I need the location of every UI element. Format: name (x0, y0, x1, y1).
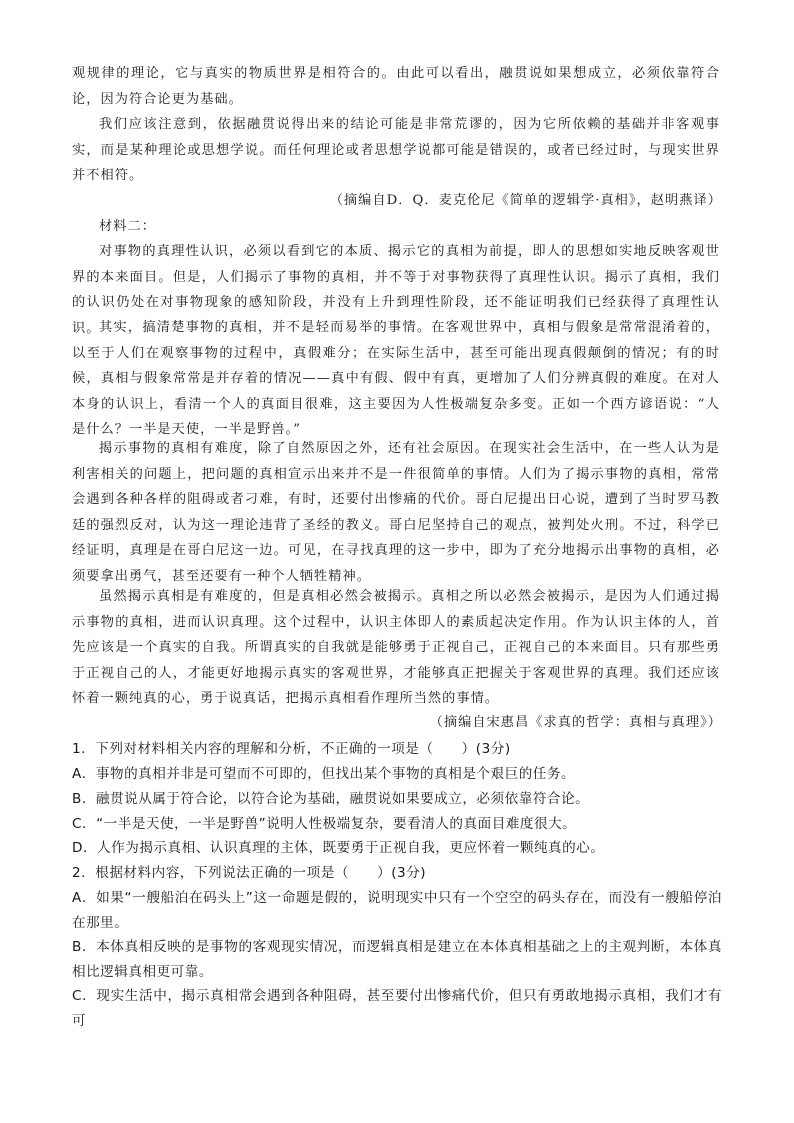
question-1-option-d: D．人作为揭示真相、认识真理的主体，既要勇于正视自我，更应怀着一颗纯真的心。 (72, 840, 605, 856)
question-2-option-a: A．如果“一艘船泊在码头上”这一命题是假的，说明现实中只有一个空空的码头存在，而没有一艘船停泊在那里。 (72, 890, 722, 931)
material1-paragraph-1: 观规律的理论，它与真实的物质世界是相符合的。由此可以看出，融贯说如果想成立，必须依靠符合论，因为符合论更为基础。 (72, 66, 720, 107)
question-1-option-b: B．融贯说从属于符合论，以符合论为基础，融贯说如果要成立，必须依靠符合论。 (72, 791, 590, 807)
question-1-stem: 1．下列对材料相关内容的理解和分析，不正确的一项是（ ）(3分) (72, 741, 511, 757)
material2-paragraph-2: 其实，搞清楚事物的真相，并不是轻而易举的事情。在客观世界中，真相与假象是常常混淆着的，以至于人们在观察事物的过程中，真假难分；在实际生活中，甚至可能出现真假颠倒的情况；有的时候，真相与假象常常是并存着的情况——真中有假、假中有真，更增加了人们分辨真假的难度。在对人本身的认识上，看清一个人的真面目很难，这主要因为人性极端复杂多变。正如一个西方谚语说：“人是什么？一半是天使，一半是野兽。” (72, 320, 720, 437)
question-2-option-b: B．本体真相反映的是事物的客观现实情况，而逻辑真相是建立在本体真相基础之上的主观判断，本体真相比逻辑真相更可靠。 (72, 939, 722, 980)
material2-source: （摘编自宋惠昌《求真的哲学：真相与真理》） (429, 715, 722, 730)
material2-paragraph-1: 对事物的真理性认识，必须以看到它的本质、揭示它的真相为前提，即人的思想如实地反映客观世界的本来面目。但是，人们揭示了事物的真相，并不等于对事物获得了真理性认识。揭示了真相，我们的认识仍处在对事物现象的感知阶段，并没有上升到理性阶段，还不能证明我们已经获得了真理性认识。 (72, 244, 720, 336)
material1-source: （摘编自D．Q．麦克伦尼《简单的逻辑学·真相》，赵明燕译） (329, 193, 722, 208)
question-1-option-a: A．事物的真相并非是可望而不可即的，但找出某个事物的真相是个艰巨的任务。 (72, 766, 576, 782)
question-1-option-c: C．“一半是天使，一半是野兽”说明人性极端复杂，要看清人的真面目难度很大。 (72, 816, 577, 832)
material2-heading: 材料二： (99, 219, 156, 234)
material2-paragraph-3: 揭示事物的真相有难度，除了自然原因之外，还有社会原因。在现实社会生活中，在一些人认为是利害相关的问题上，把问题的真相宣示出来并不是一件很简单的事情。人们为了揭示事物的真相，常常会遇到各种各样的阻碍或者刁难，有时，还要付出惨痛的代价。哥白尼提出日心说，遭到了当时罗马教廷的强烈反对，认为这一理论违背了圣经的教义。哥白尼坚持自己的观点，被判处火刑。不过，科学已经证明，真理是在哥白尼这一边。可见，在寻找真理的这一步中，即为了充分地揭示出事物的真相，必须要拿出勇气，甚至还要有一种个人牺牲精神。 (72, 441, 720, 584)
material2-paragraph-4: 虽然揭示真相是有难度的，但是真相必然会被揭示。真相之所以必然会被揭示，是因为人们通过揭示事物的真相，进而认识真理。这个过程中，认识主体即人的素质起决定作用。作为认识主体的人，首先应该是一个真实的自我。所谓真实的自我就是能够勇于正视自己，正视自己的本来面目。只有那些勇于正视自己的人，才能更好地揭示真实的客观世界，才能够真正把握关于客观世界的真理。我们还应该怀着一颗纯真的心，勇于说真话，把揭示真相看作理所当然的事情。 (72, 589, 720, 706)
material1-paragraph-2: 我们应该注意到，依据融贯说得出来的结论可能是非常荒谬的，因为它所依赖的基础并非客观事实，而是某种理论或思想学说。而任何理论或者思想学说都可能是错误的，或者已经过时，与现实世界并不相符。 (72, 117, 720, 183)
question-2-option-c: C．现实生活中，揭示真相常会遇到各种阻碍，甚至要付出惨痛代价，但只有勇敢地揭示真相，我们才有可 (72, 988, 722, 1029)
question-2-stem: 2．根据材料内容，下列说法正确的一项是（ ）(3分) (72, 865, 427, 881)
